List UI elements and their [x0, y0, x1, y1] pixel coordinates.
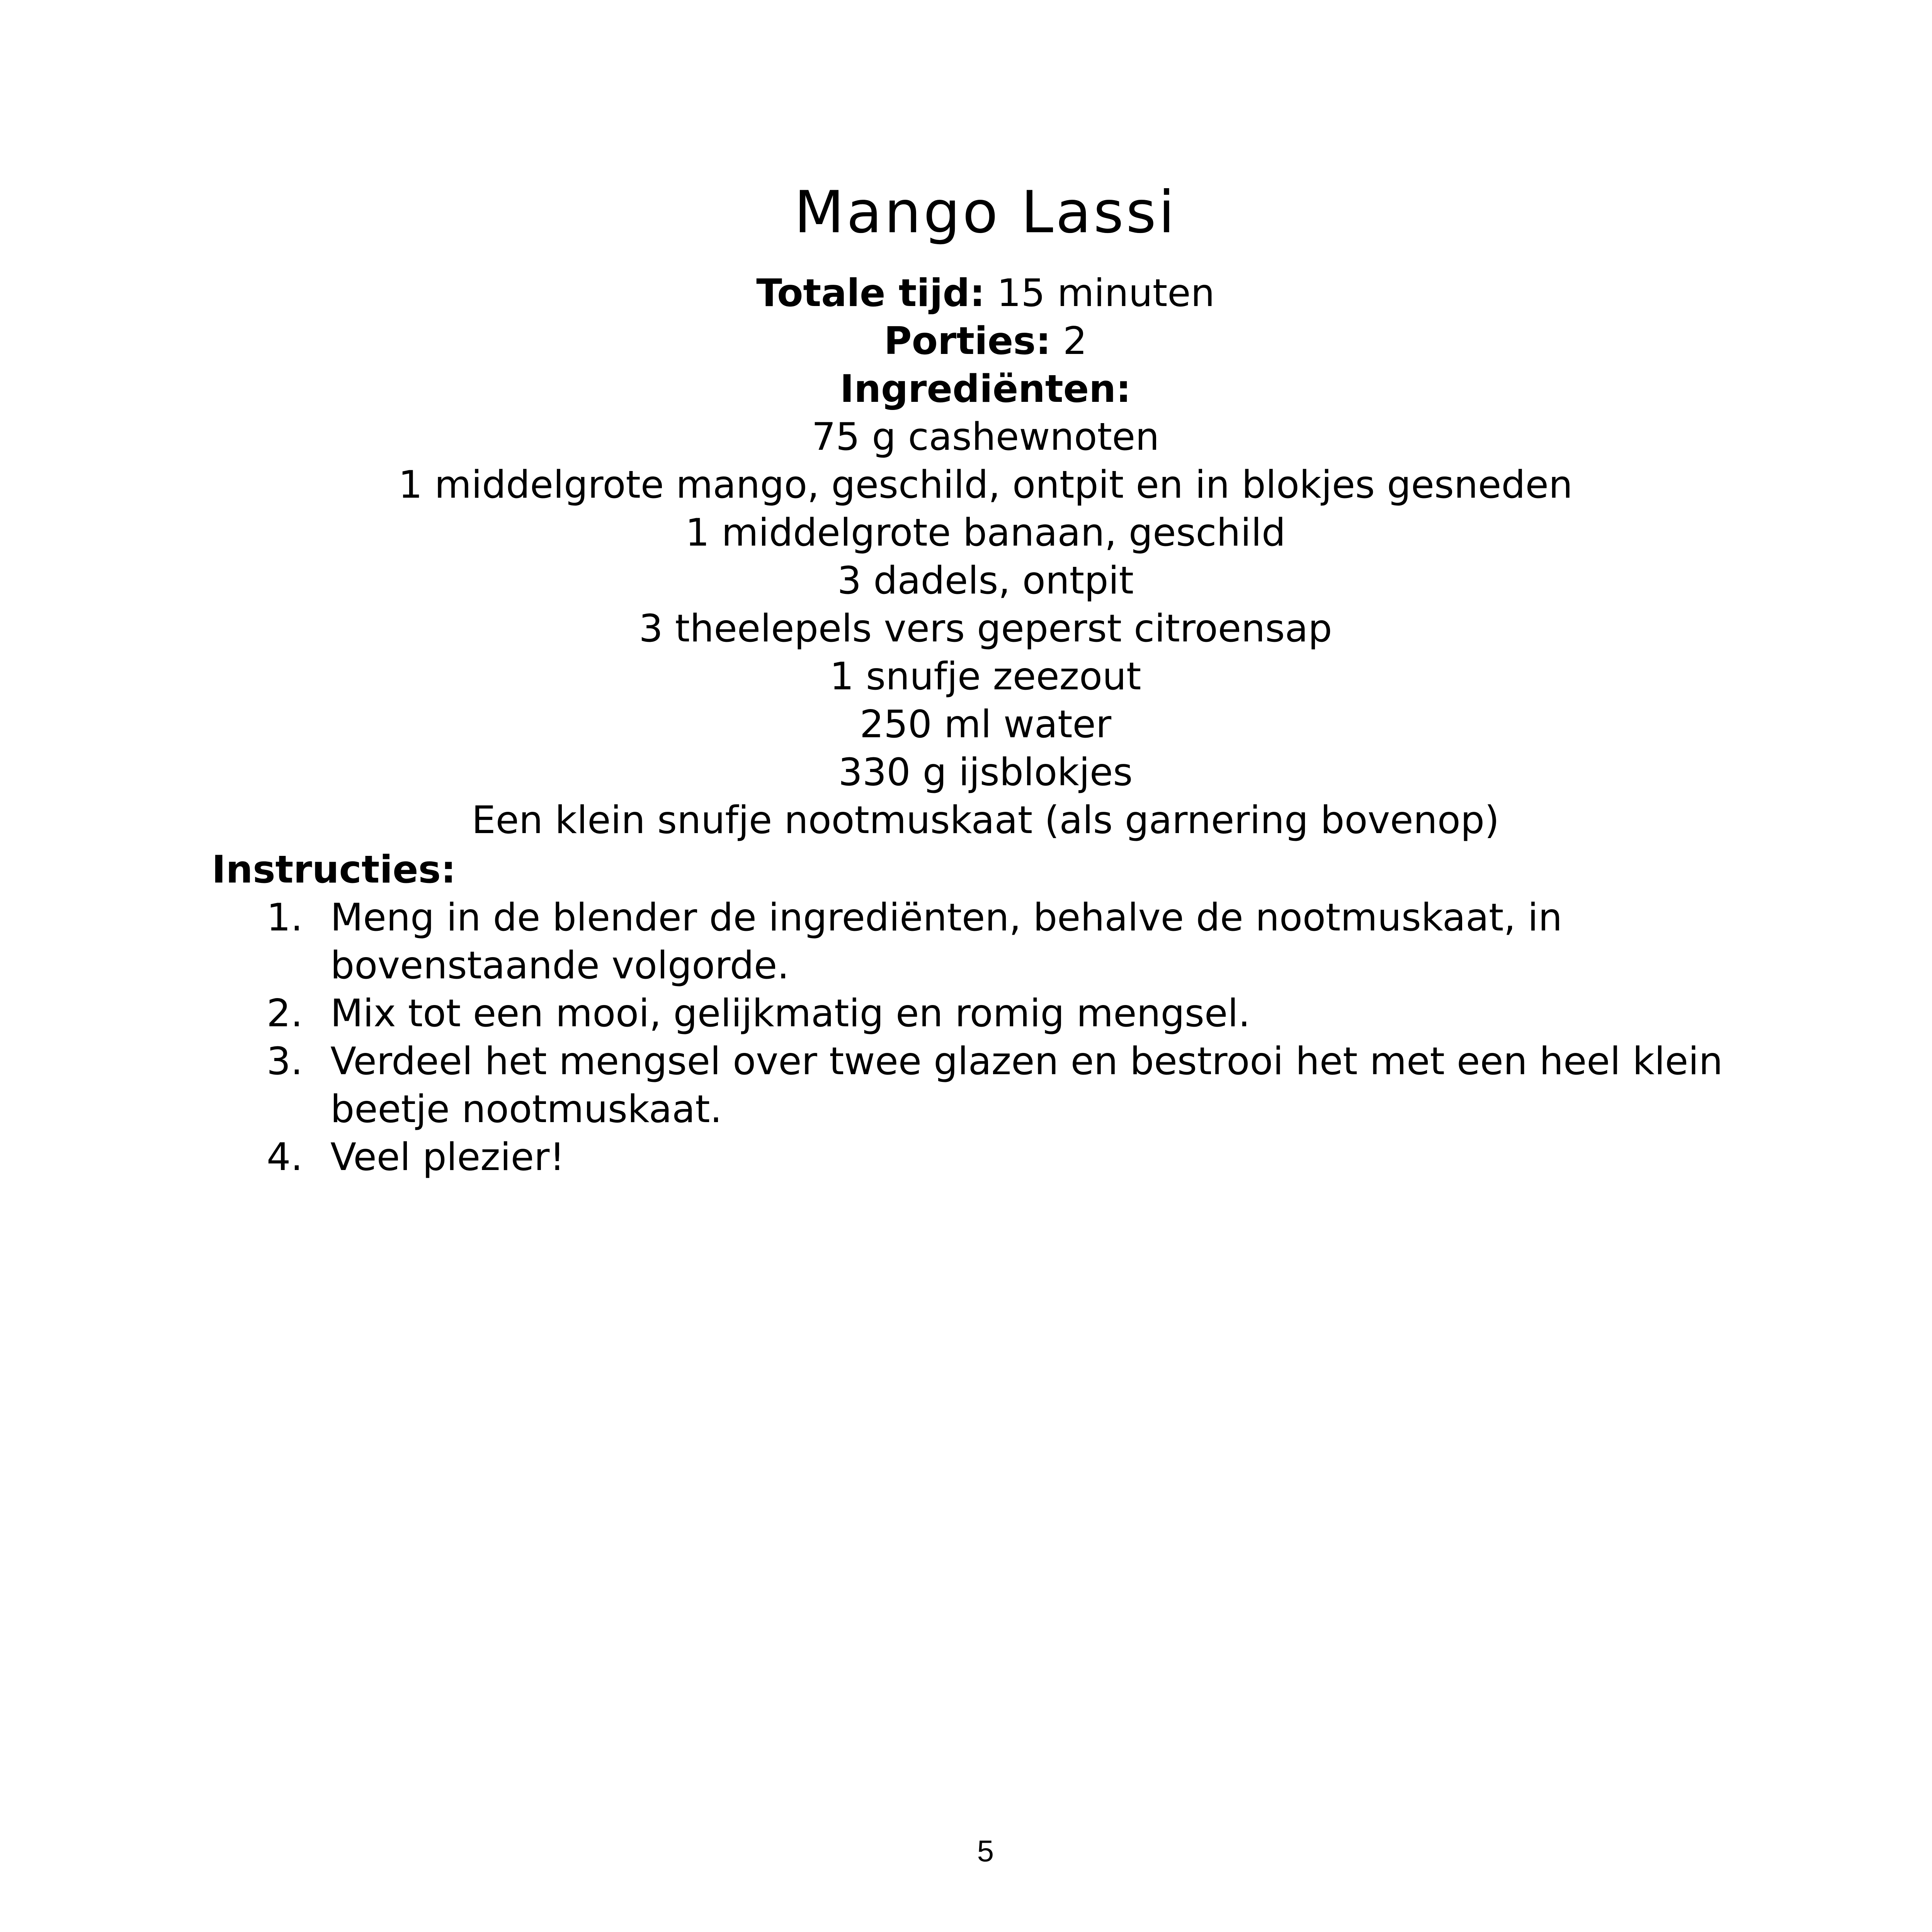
instructions-list: [267, 894, 1774, 1181]
step-number: 3.: [267, 1039, 303, 1083]
ingredient-item: 330 g ijsblokjes: [838, 750, 1133, 794]
step-text: Veel plezier!: [330, 1135, 565, 1179]
ingredients-list: [0, 413, 1932, 844]
recipe-title: Mango Lassi: [794, 179, 1177, 246]
instructions-heading: Instructies:: [212, 848, 456, 892]
ingredient-item: 75 g cashewnoten: [811, 415, 1160, 459]
ingredient-item: 250 ml water: [859, 702, 1112, 747]
step-text: Meng in de blender de ingrediënten, behalve de nootmuskaat, in bovenstaande volgorde.: [330, 896, 1563, 988]
ingredient-item: Een klein snufje nootmuskaat (als garnering bovenop): [471, 798, 1500, 842]
step-number: 4.: [267, 1135, 303, 1179]
step-text: Mix tot een mooi, gelijkmatig en romig mengsel.: [330, 992, 1250, 1036]
servings-label: Porties:: [884, 319, 1051, 363]
instruction-step: [267, 990, 1774, 1037]
servings-value: 2: [1063, 319, 1087, 363]
recipe-summary: [0, 269, 1932, 844]
step-number: 1.: [267, 896, 303, 940]
total-time-line: [0, 269, 1932, 317]
ingredient-item: 1 middelgrote mango, geschild, ontpit en in blokjes gesneden: [398, 463, 1573, 507]
ingredient-item: 3 theelepels vers geperst citroensap: [639, 607, 1332, 651]
instruction-step: [267, 1133, 1774, 1181]
instruction-step: [267, 894, 1774, 990]
servings-line: [0, 317, 1932, 365]
page-number: 5: [977, 1834, 994, 1868]
ingredient-item: 1 snufje zeezout: [830, 655, 1141, 699]
ingredients-heading: Ingrediënten:: [840, 367, 1131, 411]
step-number: 2.: [267, 992, 303, 1036]
ingredient-item: 3 dadels, ontpit: [837, 559, 1134, 603]
total-time-value: 15 minuten: [997, 271, 1215, 315]
instruction-step: [267, 1037, 1774, 1133]
total-time-label: Totale tijd:: [756, 271, 985, 315]
step-text: Verdeel het mengsel over twee glazen en bestrooi het met een heel klein beetje nootmuskaat.: [330, 1039, 1723, 1131]
ingredient-item: 1 middelgrote banaan, geschild: [685, 511, 1286, 555]
